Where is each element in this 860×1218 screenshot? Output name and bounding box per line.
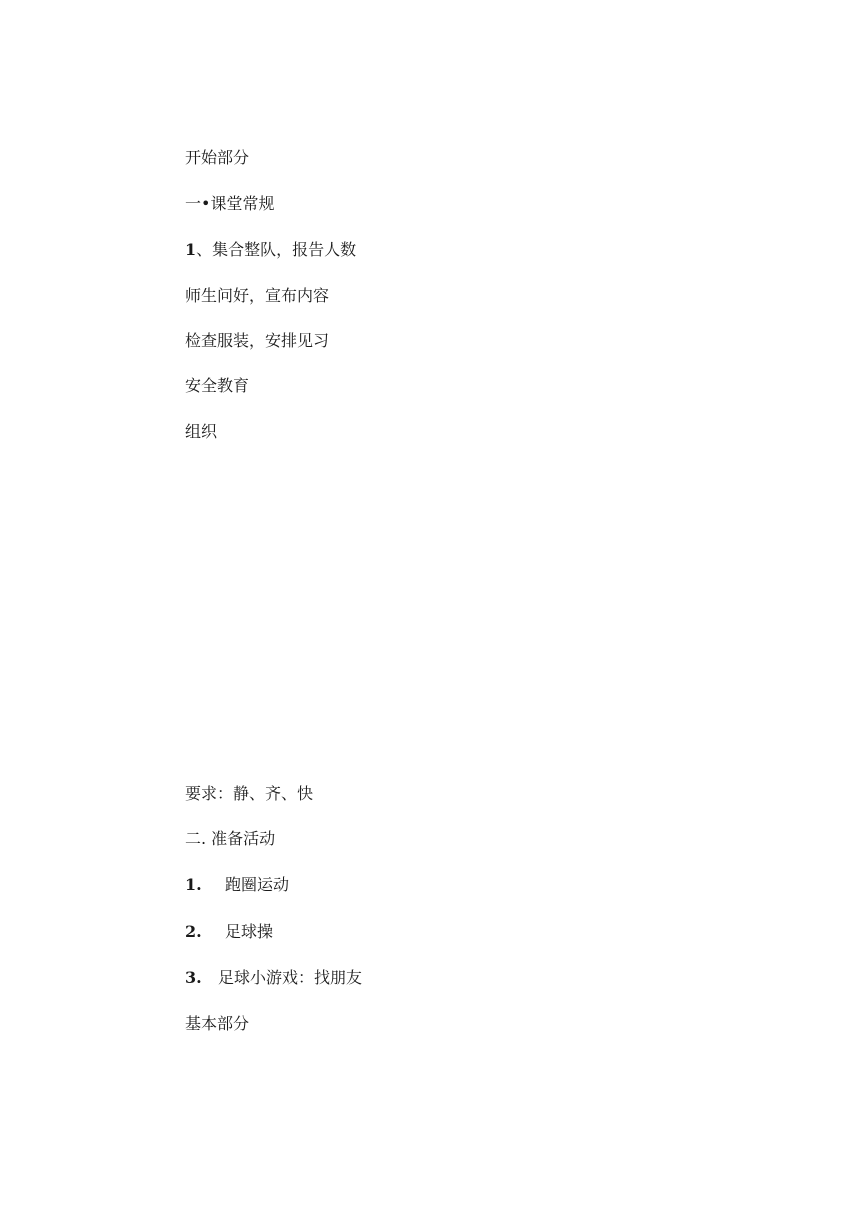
line-text: 跑圈运动 — [225, 875, 290, 894]
list-number: 1 — [185, 240, 197, 259]
line-text: 足球小游戏：找朋友 — [218, 968, 363, 987]
line-text: 安全教育 — [185, 376, 250, 395]
section-heading-basic — [185, 1014, 249, 1034]
line-text: 师生问好，宣布内容 — [185, 286, 330, 305]
list-item-football-exercise — [185, 922, 273, 942]
subheading-warmup — [185, 829, 275, 849]
line-text: 一•课堂常规 — [185, 194, 275, 213]
text-line-safety — [185, 376, 249, 396]
list-number: 1. — [185, 875, 202, 894]
list-item-assembly — [185, 240, 356, 260]
line-text: 检查服装，安排见习 — [185, 331, 330, 350]
line-text: 开始部分 — [185, 148, 250, 167]
line-text: 、集合整队，报告人数 — [196, 240, 357, 259]
line-text: 组织 — [185, 422, 218, 441]
text-line-attire-check — [185, 331, 329, 351]
line-text: 基本部分 — [185, 1014, 250, 1033]
list-number: 3. — [185, 968, 202, 987]
text-line-organization — [185, 422, 217, 442]
line-text: 二. 准备活动 — [185, 829, 276, 848]
text-line-greeting — [185, 286, 329, 306]
line-text: 要求：静、齐、快 — [185, 784, 314, 803]
list-item-football-game — [185, 968, 362, 988]
list-number: 2. — [185, 922, 202, 941]
line-text: 足球操 — [225, 922, 274, 941]
list-item-running — [185, 875, 289, 895]
text-line-requirements — [185, 784, 313, 804]
section-heading-start — [185, 148, 249, 168]
subheading-class-routine — [185, 194, 274, 214]
